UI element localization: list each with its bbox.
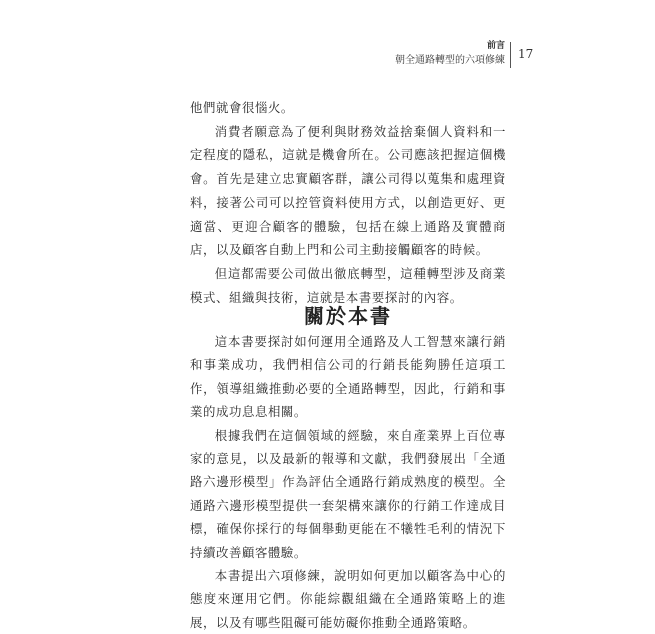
paragraph: 本書提出六項修練，說明如何更加以顧客為中心的態度來運用它們。你能綜觀組織在全通路策略上的進展，以及有哪些阻礙可能妨礙你推動全通路策略。 xyxy=(190,568,506,630)
paragraph: 根據我們在這個領域的經驗，來自產業界上百位專家的意見，以及最新的報導和文獻，我們發展出「全通路六邊形模型」作為評估全通路行銷成熟度的模型。全通路六邊形模型提供一套架構來讓你的行銷工作達成目標，確保你採行的每個舉動更能在不犧牲毛利的情況下持續改善顧客體驗。 xyxy=(190,427,506,560)
paragraph: 他們就會很惱火。 xyxy=(190,100,294,115)
section-body xyxy=(190,330,506,634)
header-divider xyxy=(510,42,511,68)
section-heading: 關於本書 xyxy=(304,304,392,328)
body-text xyxy=(190,96,506,309)
paragraph: 這本書要探討如何運用全通路及人工智慧來讓行銷和事業成功，我們相信公司的行銷長能夠勝任這項工作，領導組織推動必要的全通路轉型，因此，行銷和事業的成功息息相關。 xyxy=(190,334,506,420)
paragraph: 但這都需要公司做出徹底轉型，這種轉型涉及商業模式、組織與技術，這就是本書要探討的內容。 xyxy=(190,265,506,305)
running-header xyxy=(395,40,505,68)
paragraph: 消費者願意為了便利與財務效益捨棄個人資料和一定程度的隱私，這就是機會所在。公司應該把握這個機會。首先是建立忠實顧客群，讓公司得以蒐集和處理資料，接著公司可以控管資料使用方式，以創造更好、更適當、更迎合顧客的體驗，包括在線上通路及實體商店，以及顧客自動上門和公司主動接觸顧客的時候。 xyxy=(190,123,506,258)
page-number: 17 xyxy=(518,47,534,61)
chapter-subtitle: 朝全通路轉型的六項修練 xyxy=(395,55,505,66)
chapter-label: 前言 xyxy=(486,41,505,51)
